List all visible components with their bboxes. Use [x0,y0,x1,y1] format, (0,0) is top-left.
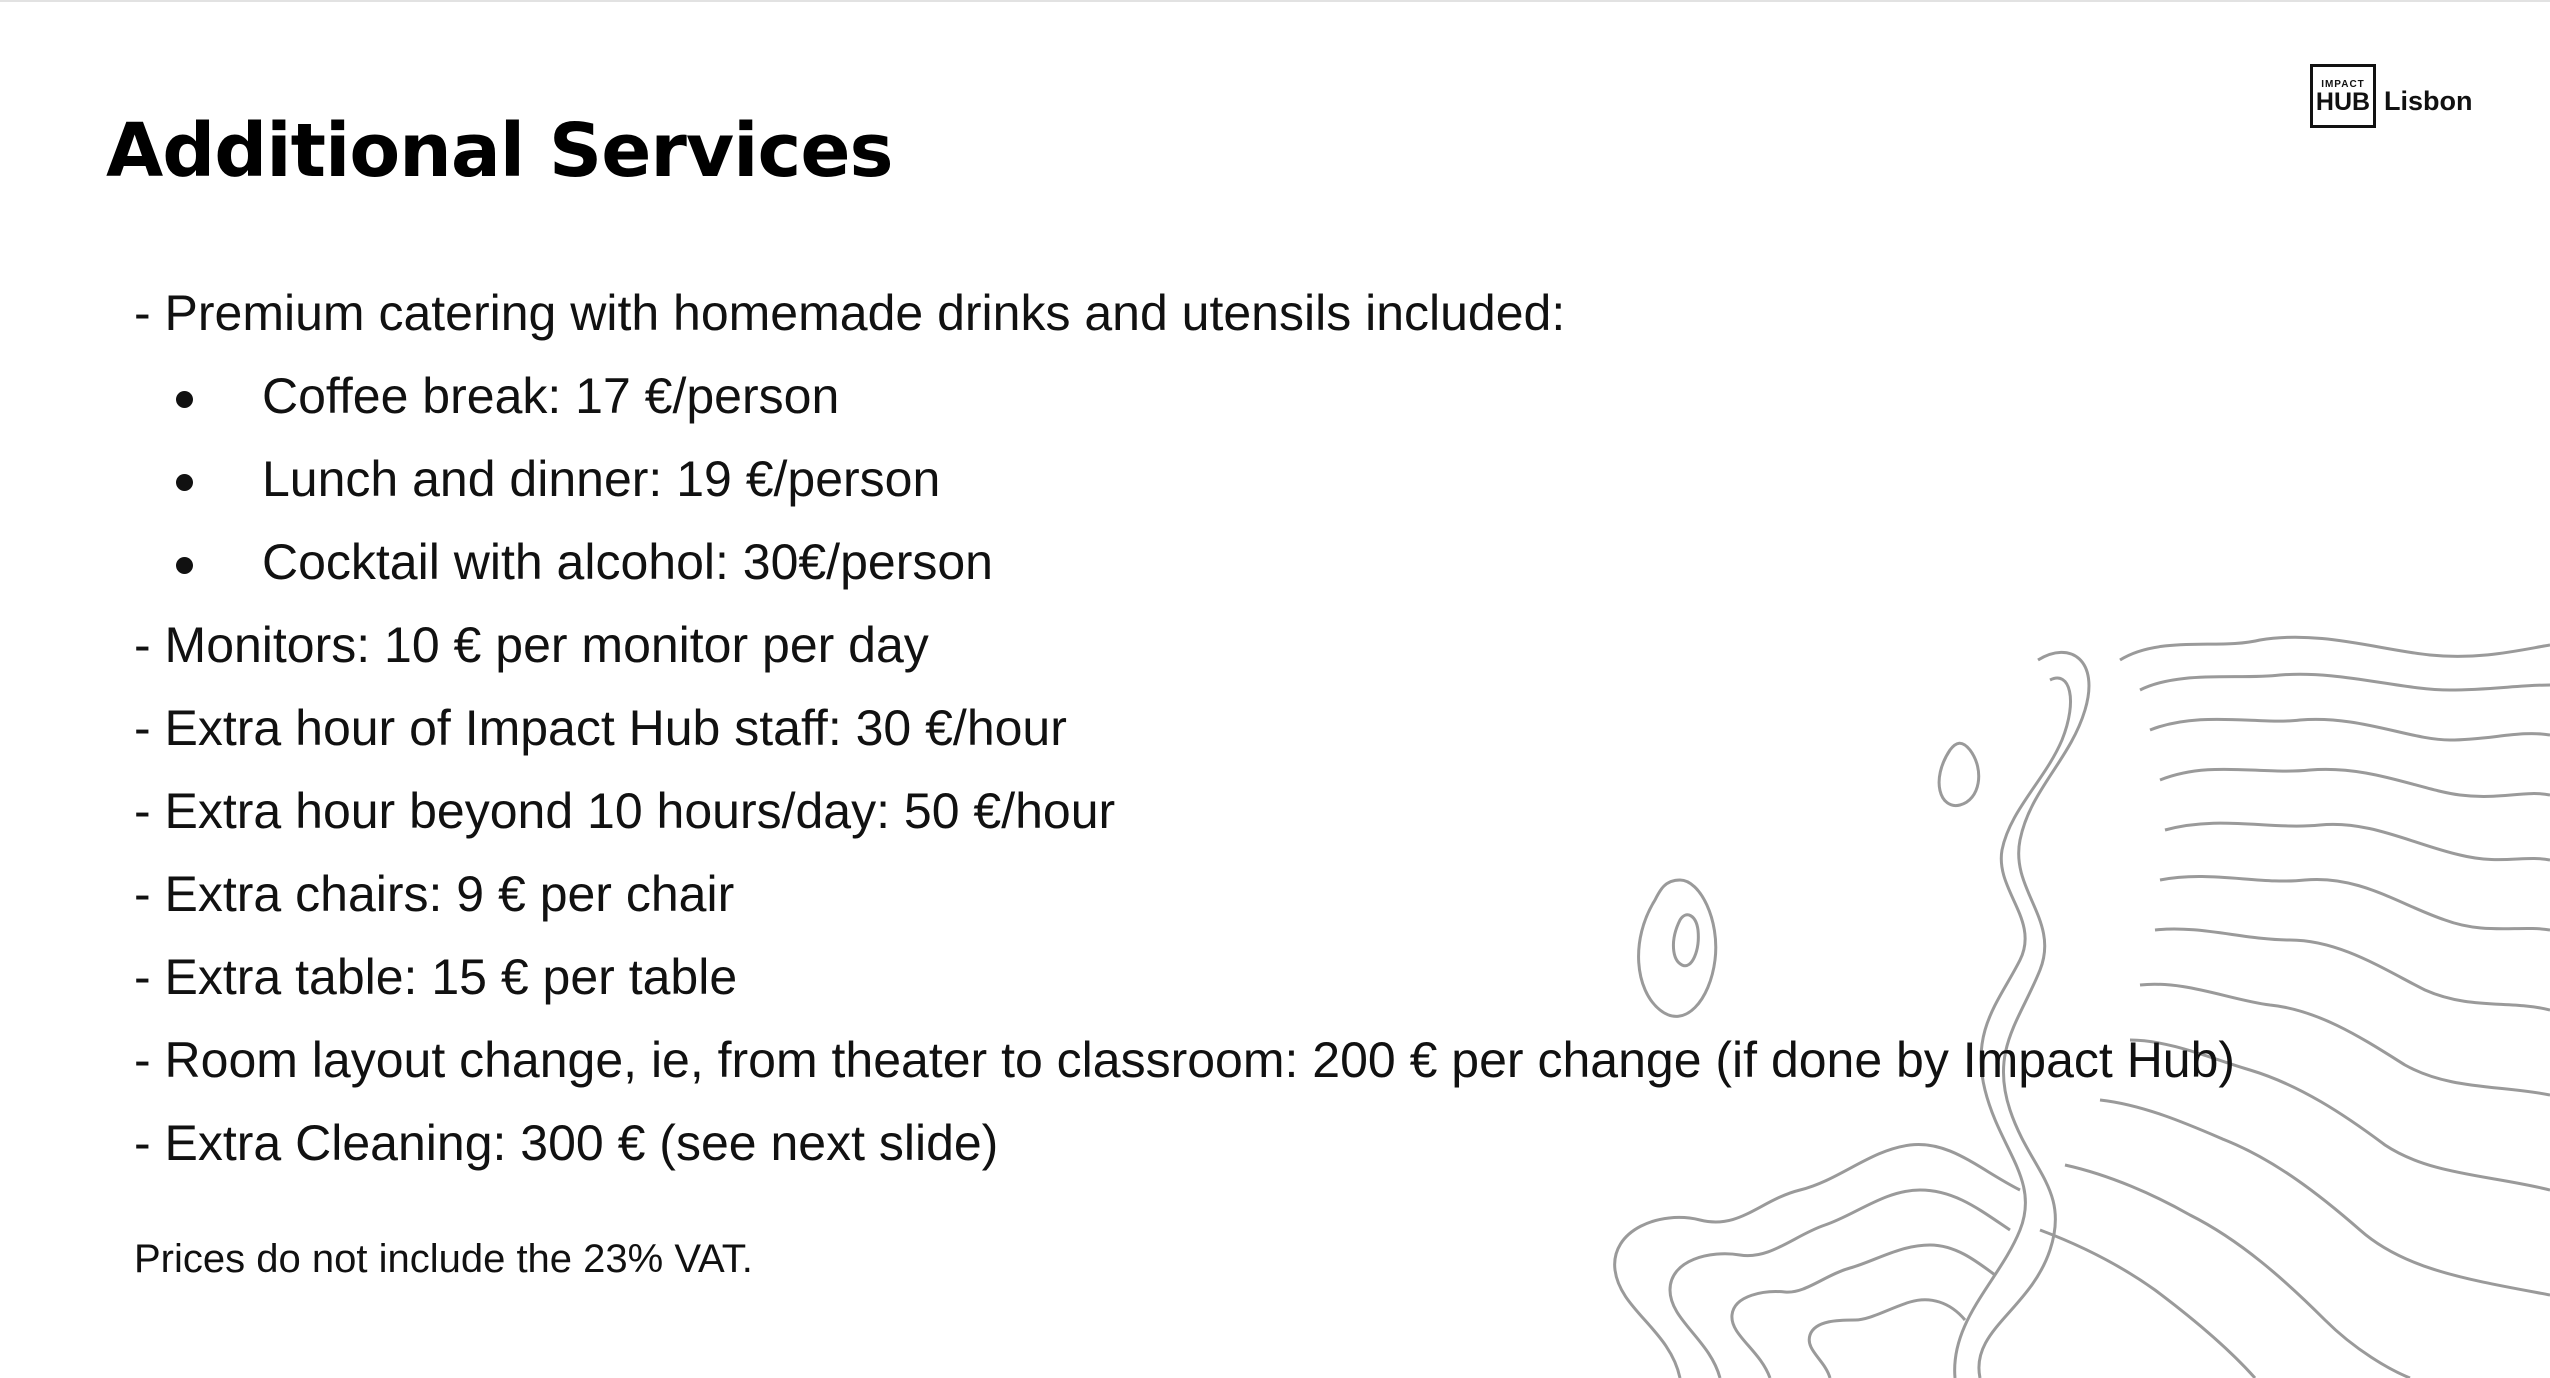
list-item-monitors [134,604,2514,687]
logo-box [2310,64,2376,128]
list-item-room-layout [134,1019,2514,1102]
services-list [134,272,2514,1185]
list-item-coffee-break [134,355,2514,438]
list-item-text: Coffee break: 17 €/person [262,368,840,424]
vat-note: Prices do not include the 23% VAT. [134,1237,753,1281]
list-item-lunch-dinner [134,438,2514,521]
list-item-text: - Monitors: 10 € per monitor per day [134,617,929,673]
bullet-icon [176,391,193,408]
list-item-text: - Extra chairs: 9 € per chair [134,866,735,922]
list-item-text: - Premium catering with homemade drinks and utensils included: [134,285,1566,341]
list-item-text: Lunch and dinner: 19 €/person [262,451,941,507]
list-item-text: - Extra hour of Impact Hub staff: 30 €/hour [134,700,1067,756]
list-item-extra-chairs [134,853,2514,936]
logo-city-text: Lisbon [2384,85,2473,116]
bullet-icon [176,557,193,574]
list-item-staff-hour [134,687,2514,770]
list-item-extra-table [134,936,2514,1019]
impact-hub-logo [2310,64,2473,128]
logo-main-text: HUB [2315,87,2371,116]
list-item-catering [134,272,2514,355]
list-item-text: - Room layout change, ie, from theater to classroom: 200 € per change (if done by Impact Hub) [134,1032,2236,1088]
list-item-extra-hour [134,770,2514,853]
list-item-text: - Extra Cleaning: 300 € (see next slide) [134,1115,999,1171]
slide-title: Additional Services [106,108,893,194]
list-item-cocktail [134,521,2514,604]
top-rule [0,0,2550,2]
logo-top-text: IMPACT [2321,78,2365,90]
bullet-icon [176,474,193,491]
list-item-text: Cocktail with alcohol: 30€/person [262,534,993,590]
list-item-extra-cleaning [134,1102,2514,1185]
list-item-text: - Extra table: 15 € per table [134,949,738,1005]
list-item-text: - Extra hour beyond 10 hours/day: 50 €/hour [134,783,1116,839]
